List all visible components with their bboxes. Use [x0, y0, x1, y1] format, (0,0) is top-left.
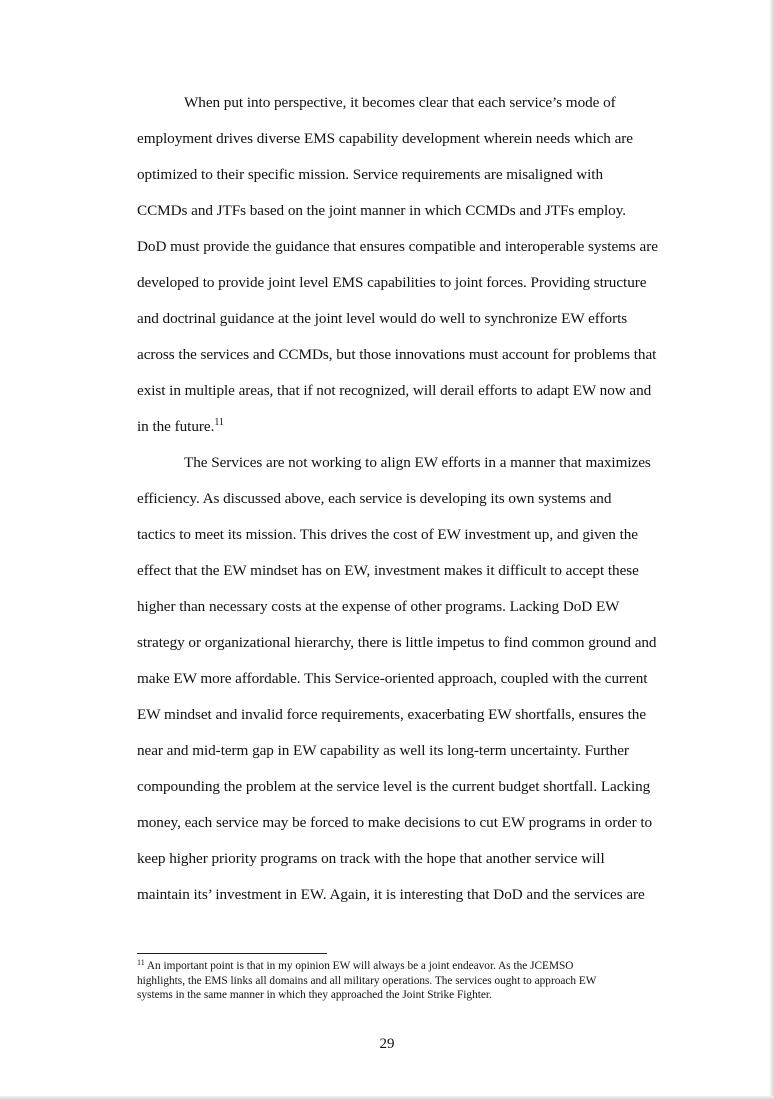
footnote-line-3: systems in the same manner in which they approached the Joint Strike Fighter. [137, 989, 492, 1001]
paragraph-2-line-7: make EW more affordable. This Service-oriented approach, coupled with the current [137, 670, 648, 687]
footnote-separator [137, 953, 327, 954]
footnote [137, 959, 683, 1003]
paragraph-1-line-4: CCMDs and JTFs based on the joint manner in which CCMDs and JTFs employ. [137, 202, 626, 219]
footnote-line-1-text: An important point is that in my opinion EW will always be a joint endeavor. As the JCEMSO [144, 960, 574, 972]
page-number: 29 [379, 1036, 395, 1052]
paragraph-2-line-13: maintain its’ investment in EW. Again, it is interesting that DoD and the services are [137, 886, 645, 903]
body-text [137, 89, 683, 917]
paragraph-1-line-7: and doctrinal guidance at the joint level would do well to synchronize EW efforts [137, 310, 628, 327]
paragraph-1-line-6: developed to provide joint level EMS capabilities to joint forces. Providing structure [137, 274, 647, 291]
paragraph-2-line-3: tactics to meet its mission. This drives the cost of EW investment up, and given the [137, 526, 638, 543]
paragraph-2-line-10: compounding the problem at the service level is the current budget shortfall. Lacking [137, 778, 651, 795]
footnote-marker: 11 [137, 958, 145, 967]
paragraph-1-line-3: optimized to their specific mission. Service requirements are misaligned with [137, 166, 603, 183]
paragraph-2-line-8: EW mindset and invalid force requirements, exacerbating EW shortfalls, ensures the [137, 706, 647, 723]
footnote-reference[interactable]: 11 [214, 417, 224, 428]
paragraph-1-line-8: across the services and CCMDs, but those innovations must account for problems that [137, 346, 657, 363]
footnote-line-1 [137, 959, 683, 974]
paragraph-2-line-2: efficiency. As discussed above, each service is developing its own systems and [137, 490, 612, 507]
page-edge-shadow-right [770, 0, 774, 1099]
paragraph-1-line-10-text: in the future. [137, 418, 215, 435]
footnote-line-2: highlights, the EMS links all domains and all military operations. The services ought to approach EW [137, 974, 597, 987]
paragraph-2-line-5: higher than necessary costs at the expense of other programs. Lacking DoD EW [137, 598, 620, 615]
paragraph-2-line-9: near and mid-term gap in EW capability as well its long-term uncertainty. Further [137, 742, 629, 759]
paragraph-2-line-12: keep higher priority programs on track with the hope that another service will [137, 850, 605, 867]
paragraph-2-line-4: effect that the EW mindset has on EW, investment makes it difficult to accept these [137, 562, 639, 579]
paragraph-2-line-1: The Services are not working to align EW efforts in a manner that maximizes [184, 454, 651, 471]
paragraph-1-line-9: exist in multiple areas, that if not recognized, will derail efforts to adapt EW now and [137, 382, 652, 399]
paragraph-1-line-1: When put into perspective, it becomes clear that each service’s mode of [184, 94, 616, 111]
paragraph-2-line-6: strategy or organizational hierarchy, there is little impetus to find common ground and [137, 634, 657, 651]
paragraph-1-line-10 [137, 413, 683, 449]
paragraph-1-line-2: employment drives diverse EMS capability development wherein needs which are [137, 130, 633, 147]
paragraph-1-line-5: DoD must provide the guidance that ensures compatible and interoperable systems are [137, 238, 658, 255]
paragraph-2-line-11: money, each service may be forced to make decisions to cut EW programs in order to [137, 814, 653, 831]
